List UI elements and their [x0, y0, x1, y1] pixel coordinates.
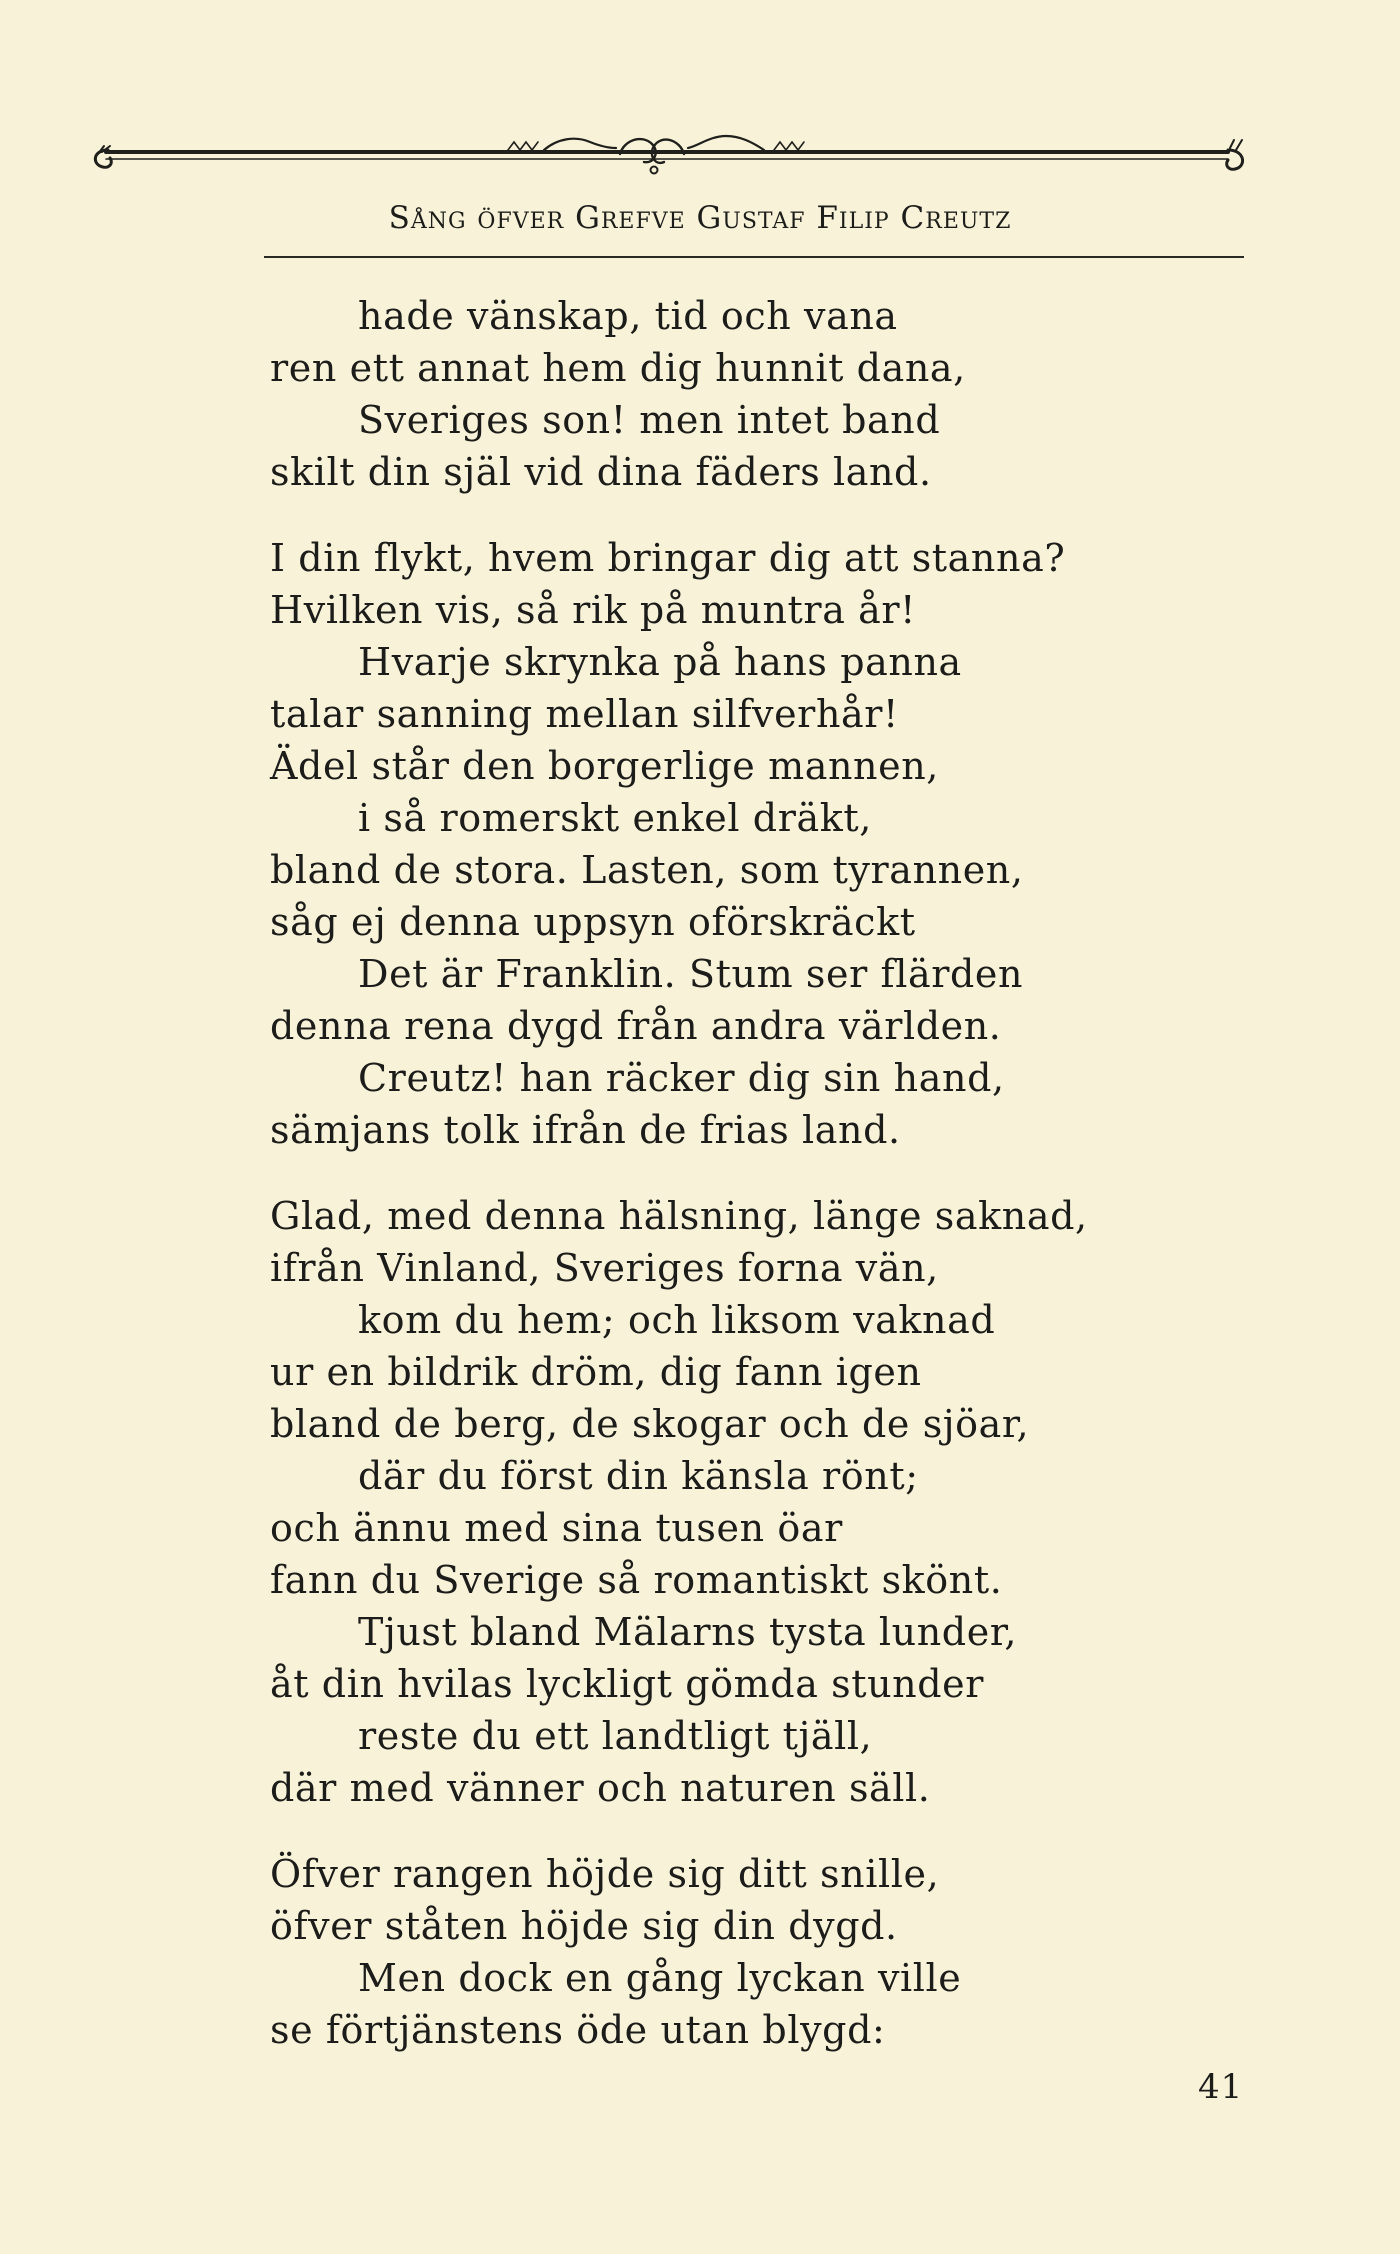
running-title-text: Sång öfver Grefve Gustaf Filip Creutz [388, 200, 1012, 236]
poem-line: och ännu med sina tusen öar [270, 1506, 843, 1550]
poem-line: hade vänskap, tid och vana [358, 294, 898, 338]
poem-line: I din flykt, hvem bringar dig att stanna? [270, 536, 1066, 580]
poem-line: Det är Franklin. Stum ser flärden [358, 952, 1024, 996]
header-rule [264, 256, 1244, 258]
poem-line: denna rena dygd från andra världen. [270, 1004, 1002, 1048]
stanza-2 [270, 532, 1150, 1156]
stanza-3 [270, 1190, 1150, 1814]
poem-line: Hvilken vis, så rik på muntra år! [270, 588, 917, 632]
poem-line: reste du ett landtligt tjäll, [358, 1714, 873, 1758]
header-ornament [88, 128, 1250, 198]
poem-line: Tjust bland Mälarns tysta lunder, [358, 1610, 1018, 1654]
poem-line: se förtjänstens öde utan blygd: [270, 2008, 886, 2052]
poem-line: talar sanning mellan silfverhår! [270, 692, 899, 736]
poem-line: ur en bildrik dröm, dig fann igen [270, 1350, 922, 1394]
poem-body [270, 290, 1150, 2090]
poem-line: Hvarje skrynka på hans panna [358, 640, 962, 684]
poem-line: kom du hem; och liksom vaknad [358, 1298, 996, 1342]
poem-line: åt din hvilas lyckligt gömda stunder [270, 1662, 985, 1706]
poem-line: ren ett annat hem dig hunnit dana, [270, 346, 966, 390]
page-number: 41 [1198, 2067, 1244, 2107]
poem-line: såg ej denna uppsyn oförskräckt [270, 900, 916, 944]
poem-line: bland de berg, de skogar och de sjöar, [270, 1402, 1030, 1446]
poem-line: bland de stora. Lasten, som tyrannen, [270, 848, 1024, 892]
poem-line: där med vänner och naturen säll. [270, 1766, 931, 1810]
poem-line: Creutz! han räcker dig sin hand, [358, 1056, 1005, 1100]
poem-line: fann du Sverige så romantiskt skönt. [270, 1558, 1003, 1602]
poem-line: där du först din känsla rönt; [358, 1454, 919, 1498]
poem-line: Glad, med denna hälsning, länge saknad, [270, 1194, 1088, 1238]
stanza-4 [270, 1848, 1150, 2056]
running-title [0, 200, 1400, 236]
poem-line: Öfver rangen höjde sig ditt snille, [270, 1852, 940, 1896]
poem-line: Ädel står den borgerlige mannen, [270, 744, 939, 788]
poem-line: sämjans tolk ifrån de frias land. [270, 1108, 901, 1152]
stanza-1 [270, 290, 1150, 498]
poem-line: öfver ståten höjde sig din dygd. [270, 1904, 898, 1948]
poem-line: ifrån Vinland, Sveriges forna vän, [270, 1246, 939, 1290]
poem-line: Sveriges son! men intet band [358, 398, 941, 442]
poem-line: skilt din själ vid dina fäders land. [270, 450, 932, 494]
poem-line: Men dock en gång lyckan ville [358, 1956, 962, 2000]
poem-line: i så romerskt enkel dräkt, [358, 796, 872, 840]
